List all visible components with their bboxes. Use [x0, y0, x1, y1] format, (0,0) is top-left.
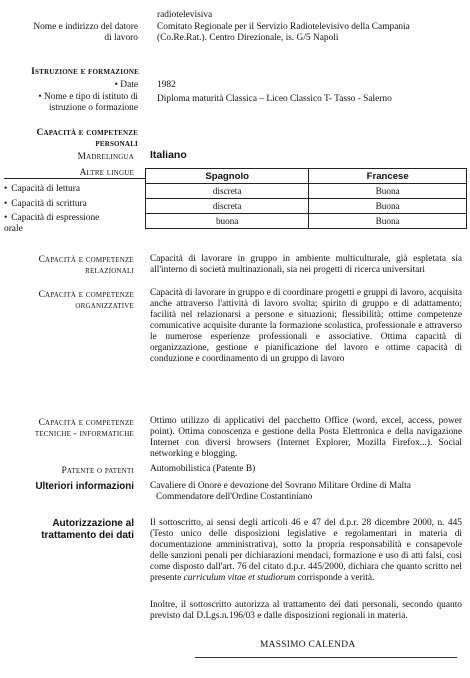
technical-skills-text: Ottimo utilizzo di applicativi del pacchetto Office (word, excel, access, power point). Ottima conoscenza e gestione della Posta Elettronica e della navigazione Internet con diversi browsers (Internet Explorer, Mozilla Firefox...). Social networking e blogging.: [150, 416, 462, 459]
language-table-divider: [4, 178, 145, 179]
speaking-label: [4, 213, 99, 235]
speaking-label-line-2: orale: [4, 224, 23, 234]
language-header-french: Francese: [309, 169, 467, 184]
education-institute-label-line-1: • Nome e tipo di istituto di: [38, 92, 138, 102]
education-date-value: 1982: [157, 80, 176, 90]
employer-value-line-2: (Co.Re.Rat.). Centro Direzionale, is. G/5 Napoli: [157, 33, 339, 43]
curriculum-phrase: curriculum vitae et studiorum: [183, 573, 296, 583]
writing-french: Buona: [309, 199, 467, 214]
relational-skills-label-line-1: Capacità e competenze: [38, 255, 134, 265]
mother-tongue-label: Madrelingua: [77, 152, 134, 162]
language-header-spanish: Spagnolo: [146, 169, 309, 184]
relational-skills-text: Capacità di lavorare in gruppo in ambiente multiculturale, già espletata sia all'interno di società multinazionali, sia nei progetti di ricerca universitari: [150, 254, 462, 275]
reading-french: Buona: [309, 184, 467, 199]
organizational-skills-label-line-2: organizzative: [75, 301, 134, 311]
employer-label: [0, 22, 138, 44]
relational-skills-label-line-2: relazionali: [85, 266, 134, 276]
signature-name: MASSIMO CALENDA: [260, 640, 356, 650]
data-authorization-heading-line-1: Autorizzazione al: [52, 518, 134, 529]
other-languages-label: Altre lingue: [79, 168, 134, 178]
reading-label: • Capacità di lettura: [4, 184, 80, 195]
language-table: [145, 168, 467, 229]
data-authorization-paragraph-2: Inoltre, il sottoscritto autorizza al trattamento dei dati personali, secondo quanto previsto dal D.Lgs.n.196/03 e dalle disposizioni regionali in materia.: [150, 600, 462, 621]
employer-label-line-2: di lavoro: [104, 33, 138, 43]
employer-value-line-1: Comitato Regionale per il Servizio Radiotelevisivo della Campania: [157, 22, 410, 32]
organizational-skills-text: Capacità di lavorare in gruppo e di coordinare progetti e gruppi di lavoro, acquisita anche attraverso l'attività di lavoro svolta; spirito di gruppo e di adattamento; facilità nel relazionarsi a persone e situazioni; flessibilità; ottime competenze comunicative acquisite durante la formazione scolastica, professionale e attraverso le numerose esperienze professionali e associative. Ottima capacità di organizzazione, gestione e pianificazione del lavoro e ottime capacità di conduzione e coordinamento di un gruppo di lavoro: [150, 288, 462, 364]
data-authorization-heading-line-2: trattamento dei dati: [41, 530, 134, 541]
data-authorization-text-a: Il sottoscritto, ai sensi degli articoli 46 e 47 del d.p.r. 28 dicembre 2000, n. 445 (Testo unico delle disposizioni legislative e regolamentari in materia di documentazione amministrativa), sotto la propria responsabilità e consapevole delle sanzioni penali per dichiarazioni mendaci, formazione e uso di atti falsi, così come disposto dall'art. 76 del citato d.p.r. 445/2000, dichiara che quanto scritto nel presente: [150, 518, 462, 583]
organizational-skills-label-line-1: Capacità e competenze: [38, 290, 134, 300]
personal-skills-heading-line-2: personali: [95, 139, 138, 149]
speaking-label-line-1: • Capacità di espressione: [4, 213, 99, 224]
previous-employer-continuation: radiotelevisiva: [157, 10, 213, 20]
relational-skills-label: [0, 255, 134, 277]
education-date-label: • Date: [114, 80, 138, 90]
mother-tongue-value: Italiano: [150, 149, 187, 161]
license-label: Patente o patenti: [61, 466, 134, 476]
education-heading: Istruzione e formazione: [31, 67, 139, 77]
language-header-row: [146, 169, 467, 184]
reading-spanish: discreta: [146, 184, 309, 199]
education-institute-label: [0, 92, 138, 114]
additional-info-text: [150, 481, 465, 503]
personal-skills-heading: [0, 128, 138, 150]
additional-info-heading: Ulteriori informazioni: [35, 481, 134, 492]
employer-label-line-1: Nome e indirizzo del datore: [33, 22, 138, 32]
speaking-spanish: buona: [146, 214, 309, 229]
education-institute-value: Diploma maturità Classica – Liceo Classico T- Tasso - Salerno: [157, 94, 392, 104]
technical-skills-label: [0, 418, 134, 440]
data-authorization-text-b: corrisponde a verità.: [297, 573, 375, 583]
additional-info-line-2: Commendatore dell'Ordine Costantiniano: [156, 492, 313, 502]
organizational-skills-label: [0, 290, 134, 312]
data-authorization-paragraph-1: [150, 518, 462, 584]
language-row-writing: [146, 199, 467, 214]
speaking-french: Buona: [309, 214, 467, 229]
language-row-speaking: [146, 214, 467, 229]
education-institute-label-line-2: istruzione o formazione: [48, 103, 138, 113]
additional-info-line-1: Cavaliere di Onore e devozione del Sovrano Militare Ordine di Malta: [150, 481, 411, 491]
signature-line: [195, 657, 457, 658]
employer-value: [157, 22, 467, 44]
language-row-reading: [146, 184, 467, 199]
writing-label: • Capacità di scrittura: [4, 199, 87, 210]
technical-skills-label-line-1: Capacità e competenze: [38, 418, 134, 428]
data-authorization-heading: [0, 518, 134, 542]
personal-skills-heading-line-1: Capacità e competenze: [36, 128, 138, 138]
writing-spanish: discreta: [146, 199, 309, 214]
technical-skills-label-line-2: tecniche - informatiche: [34, 429, 134, 439]
license-value: Automobilistica (Patente B): [150, 464, 256, 474]
